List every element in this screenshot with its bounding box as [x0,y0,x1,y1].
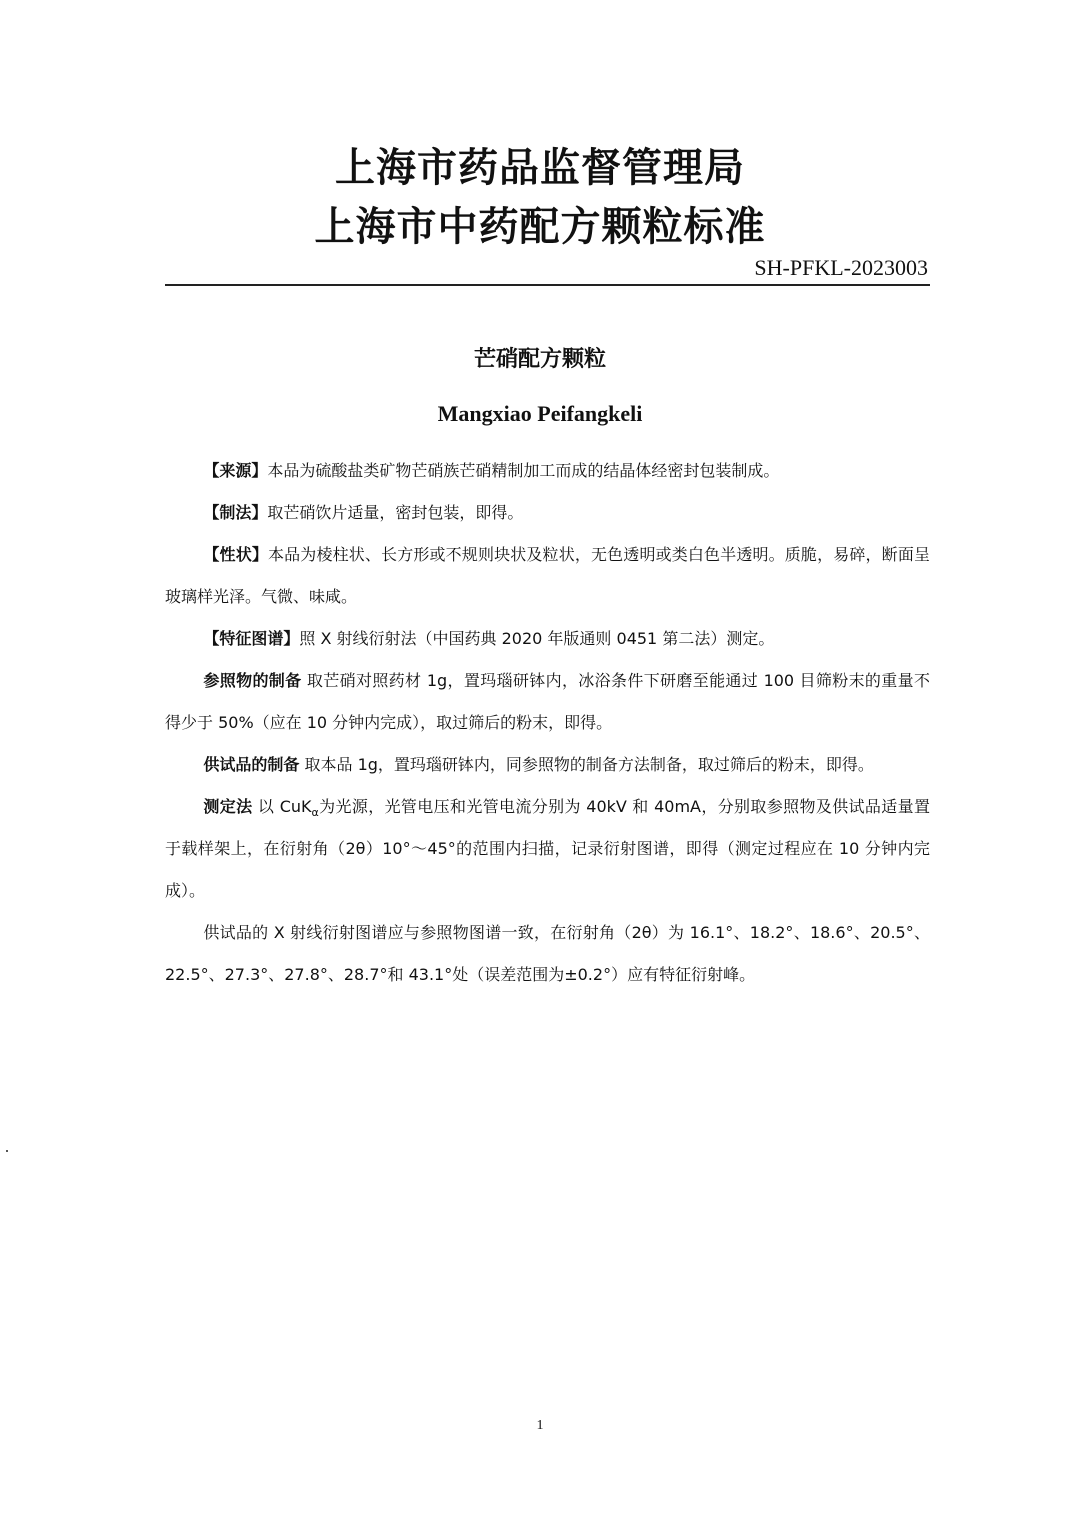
text-sample-prep: 取本品 1g，置玛瑙研钵内，同参照物的制备方法制备，取过筛后的粉末，即得。 [299,755,874,774]
text-assay-b: 为光源，光管电压和光管电流分别为 40kV 和 40mA，分别取参照物及供试品适量置于载样架上，在衍射角（2θ）10°～45°的范围内扫描，记录衍射图谱，即得（测定过程应在 10 分钟内完成）。 [165,797,930,900]
label-sample-prep: 供试品的制备 [203,755,300,774]
label-source: 【来源】 [203,461,268,480]
scan-speck [6,1150,8,1152]
label-fingerprint: 【特征图谱】 [203,629,300,648]
paragraph-character [165,534,930,618]
paragraph-assay [165,786,930,912]
label-method: 【制法】 [203,503,268,522]
label-character: 【性状】 [203,545,268,564]
standard-code: SH-PFKL-2023003 [754,255,928,280]
page-number: 1 [536,1418,544,1433]
text-assay-a: 以 CuK [252,797,312,816]
standard-title: 上海市中药配方颗粒标准 [314,204,766,250]
paragraph-fingerprint [165,618,930,660]
label-reference-prep: 参照物的制备 [203,671,302,690]
label-assay: 测定法 [203,797,253,816]
agency-title: 上海市药品监督管理局 [335,145,745,191]
paragraph-sample-prep [165,744,930,786]
paragraph-method [165,492,930,534]
text-result: 供试品的 X 射线衍射图谱应与参照物图谱一致，在衍射角（2θ）为 16.1°、18.2°、18.6°、20.5°、22.5°、27.3°、27.8°、28.7°和 43.1°处（误差范围为±0.2°）应有特征衍射峰。 [165,923,930,984]
text-fingerprint: 照 X 射线衍射法（中国药典 2020 年版通则 0451 第二法）测定。 [299,629,775,648]
header-divider [165,284,930,286]
document-body [165,450,930,996]
product-name-cn: 芒硝配方颗粒 [473,347,606,372]
text-method: 取芒硝饮片适量，密封包装，即得。 [267,503,524,522]
product-name-en: Mangxiao Peifangkeli [437,401,643,426]
paragraph-result [165,912,930,996]
text-character: 本品为棱柱状、长方形或不规则块状及粒状，无色透明或类白色半透明。质脆，易碎，断面呈玻璃样光泽。气微、味咸。 [165,545,930,606]
text-reference-prep: 取芒硝对照药材 1g，置玛瑙研钵内，冰浴条件下研磨至能通过 100 目筛粉末的重量不得少于 50%（应在 10 分钟内完成），取过筛后的粉末，即得。 [165,671,930,732]
text-source: 本品为硫酸盐类矿物芒硝族芒硝精制加工而成的结晶体经密封包装制成。 [267,461,780,480]
paragraph-source [165,450,930,492]
paragraph-reference-prep [165,660,930,744]
text-assay-subscript: α [311,806,319,820]
